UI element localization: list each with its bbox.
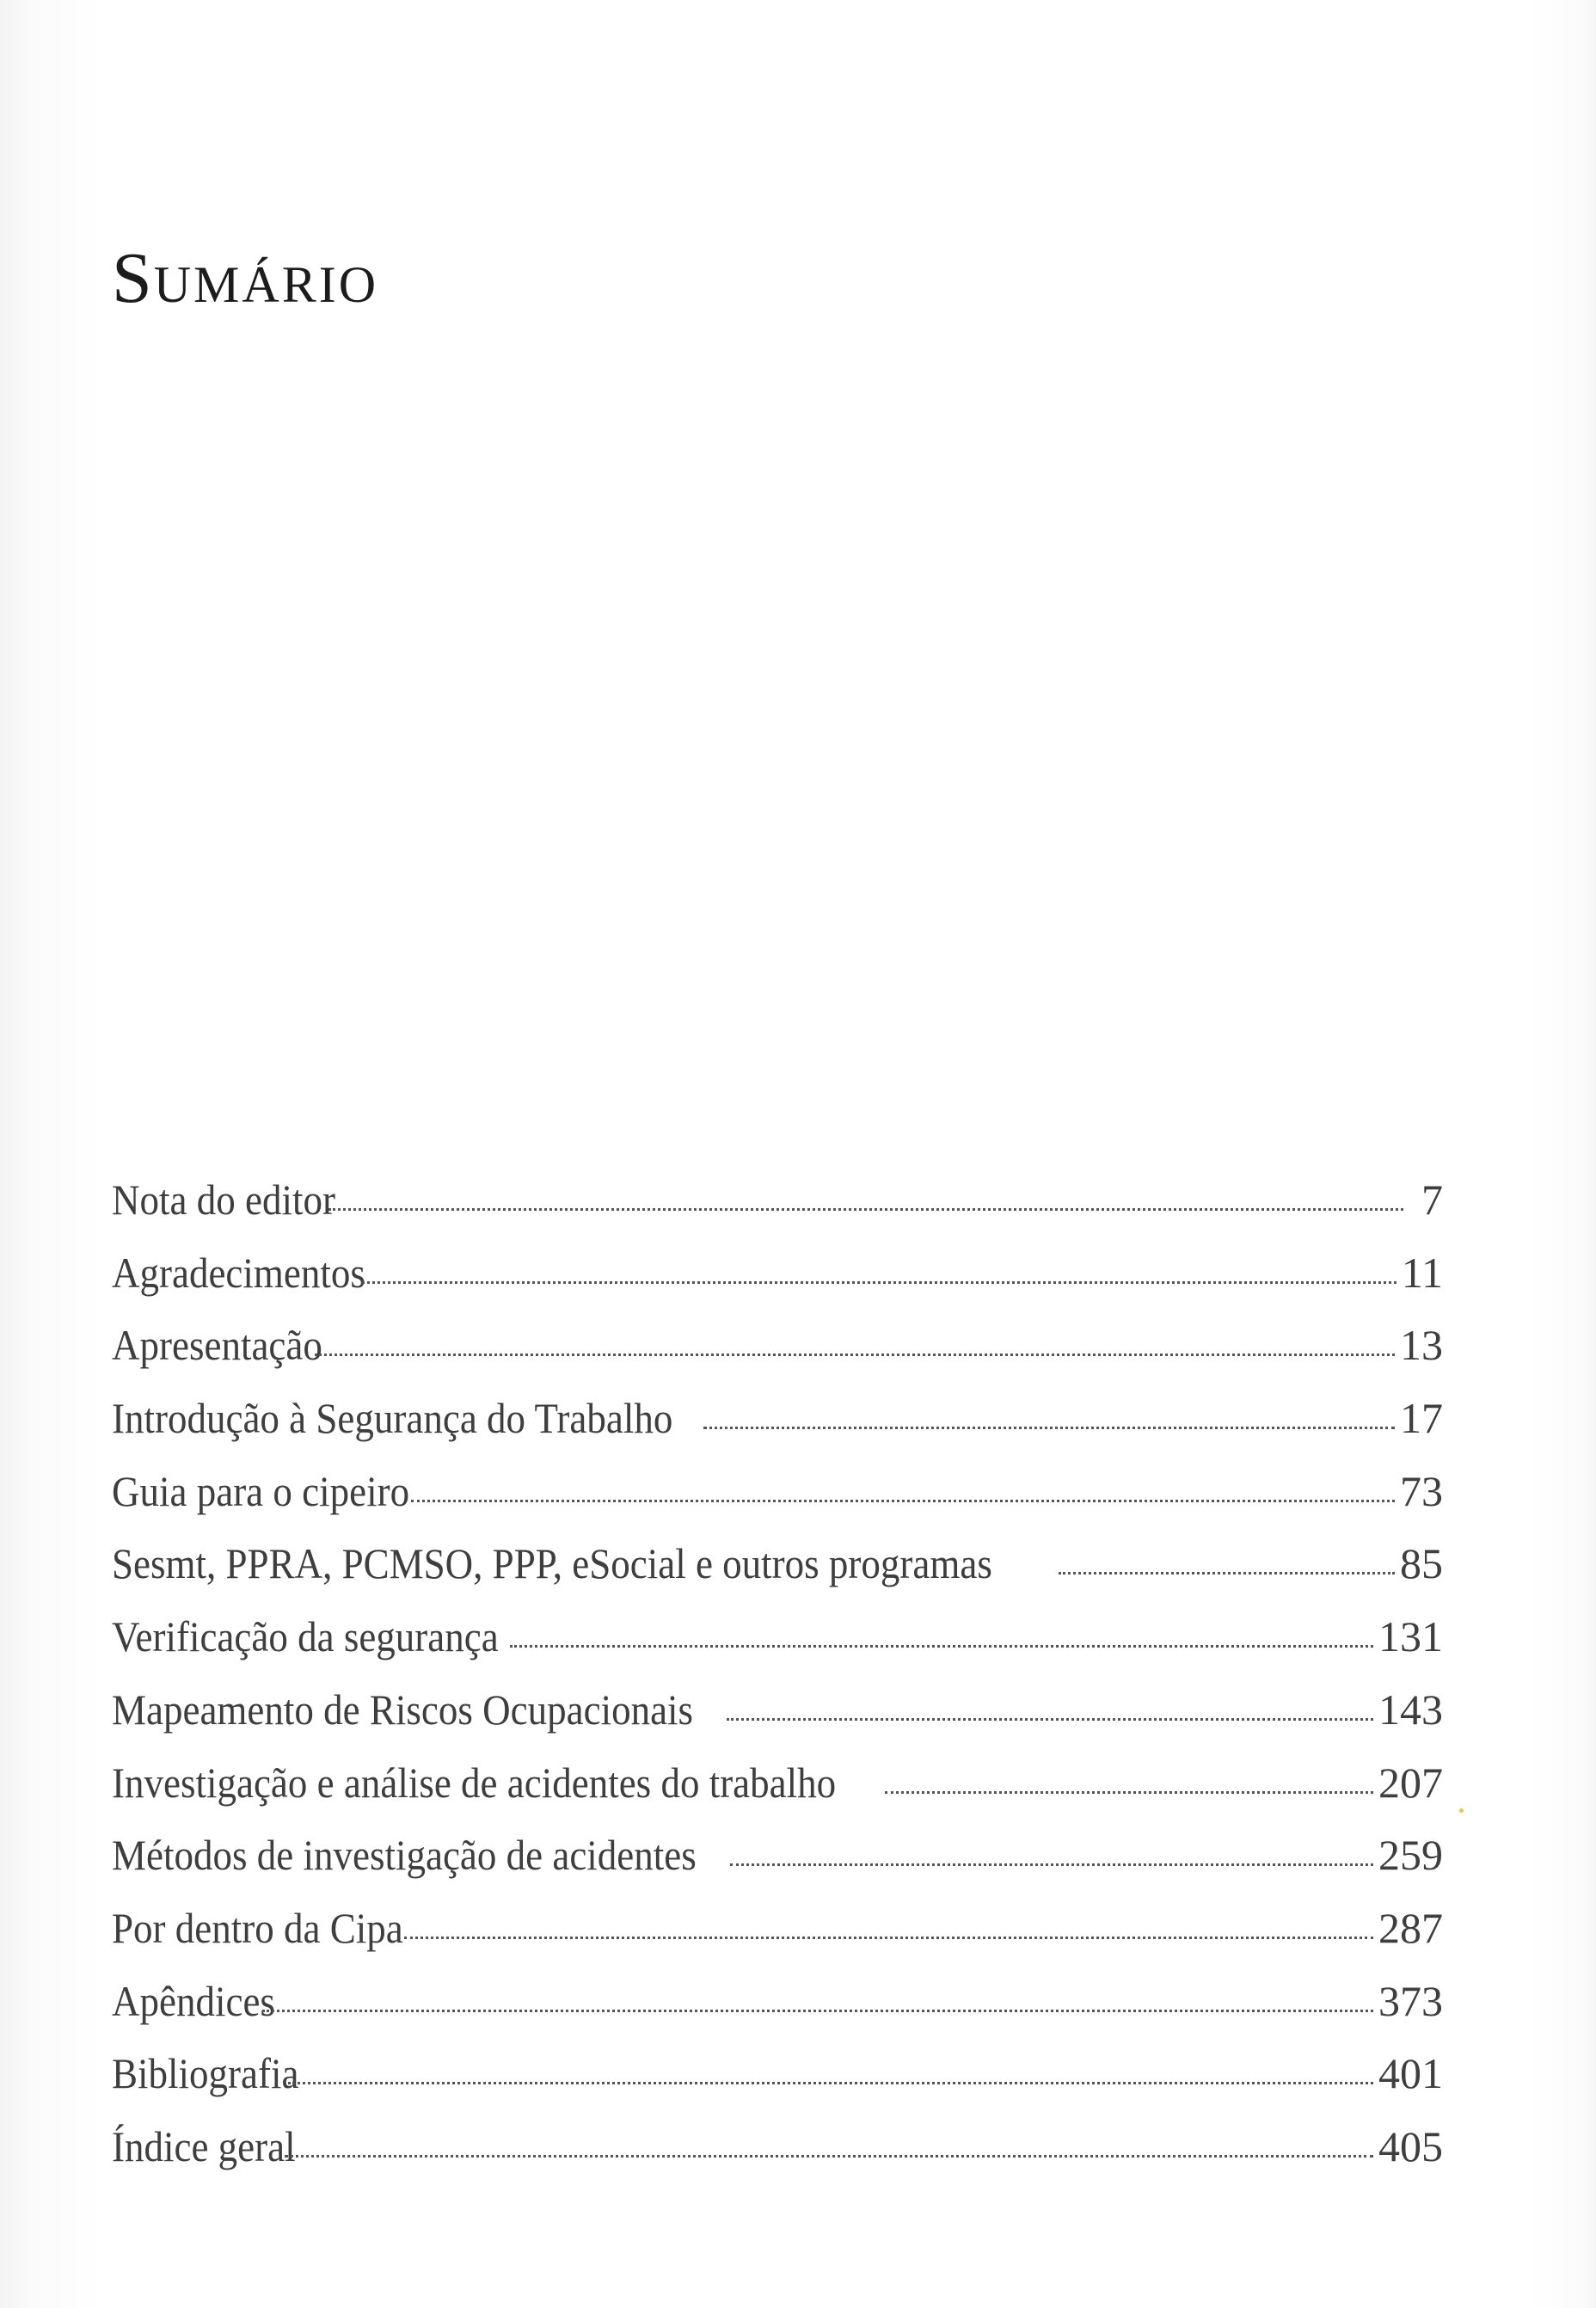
toc-entry-page-number: 143 xyxy=(1378,1685,1443,1734)
toc-entry-label: Métodos de investigação de acidentes xyxy=(112,1831,697,1880)
dot-leader xyxy=(730,1863,1373,1866)
dot-leader xyxy=(328,1208,1403,1211)
dot-leader xyxy=(288,2082,1373,2084)
dot-leader xyxy=(404,1937,1373,1939)
toc-entry-page-number: 405 xyxy=(1378,2121,1443,2170)
toc-entry-page-number: 207 xyxy=(1378,1758,1443,1807)
toc-entry-sesmt-programas[interactable] xyxy=(112,1538,1443,1611)
toc-entry-label: Mapeamento de Riscos Ocupacionais xyxy=(112,1685,694,1734)
toc-entry-page-number: 401 xyxy=(1378,2049,1443,2098)
title-small-caps: UMÁRIO xyxy=(153,256,379,313)
toc-entry-label: Agradecimentos xyxy=(112,1248,365,1297)
scan-speck xyxy=(1459,1808,1464,1813)
toc-entry-page-number: 7 xyxy=(1421,1175,1443,1224)
toc-entry-page-number: 373 xyxy=(1378,1976,1443,2025)
dot-leader xyxy=(703,1427,1395,1429)
dot-leader xyxy=(285,2155,1373,2158)
dot-leader xyxy=(362,1281,1396,1284)
toc-entry-page-number: 13 xyxy=(1400,1321,1443,1370)
dot-leader xyxy=(1059,1572,1395,1574)
toc-entry-indice-geral[interactable] xyxy=(112,2121,1443,2194)
dot-leader xyxy=(315,1353,1395,1356)
toc-entry-apresentacao[interactable] xyxy=(112,1320,1443,1393)
toc-entry-nota-do-editor[interactable] xyxy=(112,1175,1443,1248)
title-initial: S xyxy=(112,238,154,318)
table-of-contents xyxy=(112,1175,1443,2194)
toc-entry-introducao[interactable] xyxy=(112,1393,1443,1466)
toc-entry-label: Introdução à Segurança do Trabalho xyxy=(112,1394,673,1443)
toc-entry-page-number: 17 xyxy=(1400,1394,1443,1443)
dot-leader xyxy=(727,1718,1373,1721)
toc-entry-page-number: 259 xyxy=(1378,1831,1443,1880)
toc-entry-investigacao-analise[interactable] xyxy=(112,1758,1443,1831)
toc-entry-label: Guia para o cipeiro xyxy=(112,1466,410,1515)
toc-entry-guia-cipeiro[interactable] xyxy=(112,1466,1443,1539)
dot-leader xyxy=(885,1791,1373,1794)
dot-leader xyxy=(411,1500,1395,1502)
toc-entry-por-dentro-cipa[interactable] xyxy=(112,1903,1443,1976)
toc-entry-label: Por dentro da Cipa xyxy=(112,1903,403,1952)
toc-entry-label: Apêndices xyxy=(112,1976,275,2025)
toc-entry-label: Sesmt, PPRA, PCMSO, PPP, eSocial e outros programas xyxy=(112,1539,992,1588)
dot-leader xyxy=(510,1645,1373,1648)
toc-entry-label: Apresentação xyxy=(112,1321,322,1370)
toc-entry-metodos-investigacao[interactable] xyxy=(112,1830,1443,1903)
toc-entry-label: Índice geral xyxy=(112,2121,296,2170)
dot-leader xyxy=(262,2010,1373,2012)
toc-entry-page-number: 131 xyxy=(1378,1612,1443,1661)
toc-entry-agradecimentos[interactable] xyxy=(112,1248,1443,1321)
toc-entry-label: Nota do editor xyxy=(112,1175,335,1224)
toc-entry-label: Verificação da segurança xyxy=(112,1612,499,1661)
toc-entry-apendices[interactable] xyxy=(112,1976,1443,2049)
toc-entry-page-number: 85 xyxy=(1400,1539,1443,1588)
toc-entry-bibliografia[interactable] xyxy=(112,2048,1443,2121)
toc-entry-page-number: 287 xyxy=(1378,1903,1443,1952)
toc-entry-page-number: 73 xyxy=(1400,1466,1443,1515)
toc-entry-mapeamento-riscos[interactable] xyxy=(112,1685,1443,1758)
toc-entry-verificacao-seguranca[interactable] xyxy=(112,1611,1443,1685)
toc-entry-label: Investigação e análise de acidentes do trabalho xyxy=(112,1758,837,1807)
toc-entry-page-number: 11 xyxy=(1401,1248,1443,1297)
toc-entry-label: Bibliografia xyxy=(112,2049,299,2098)
page-title xyxy=(112,238,379,318)
